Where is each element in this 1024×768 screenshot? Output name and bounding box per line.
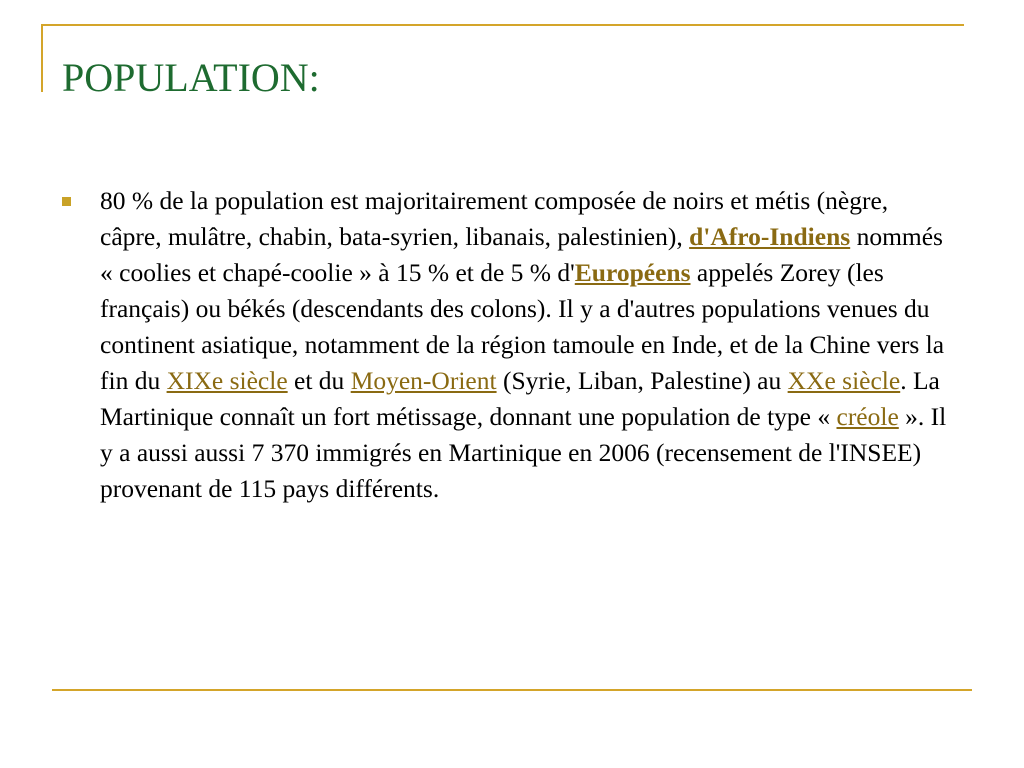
link-europeens[interactable]: Européens <box>574 258 691 287</box>
bullet-paragraph <box>100 183 952 507</box>
frame-left-rule <box>41 24 43 92</box>
paragraph-text: nommés « coolies et chapé-coolie » à 15 % et de 5 % d' <box>100 222 943 287</box>
paragraph-text: . La Martinique connaît un fort métissage, donnant une population de type « <box>100 366 940 431</box>
bullet-list <box>62 183 952 507</box>
link-afro-indiens[interactable]: d'Afro-Indiens <box>689 222 851 251</box>
link-xixe-siecle[interactable]: XIXe siècle <box>166 366 288 395</box>
paragraph-text: et du <box>287 366 351 395</box>
link-xxe-siecle[interactable]: XXe siècle <box>787 366 901 395</box>
paragraph-text: ». Il y a aussi aussi 7 370 immigrés en Martinique en 2006 (recensement de l'INSEE) provenant de 115 pays différents. <box>100 402 947 503</box>
paragraph-text: 80 % de la population est majoritairement composée de noirs et métis (nègre, câpre, mulâtre, chabin, bata-syrien, libanais, palestinien), <box>100 186 889 251</box>
slide-title: POPULATION: <box>62 55 320 100</box>
link-moyen-orient[interactable]: Moyen-Orient <box>350 366 497 395</box>
square-bullet-icon <box>62 197 71 206</box>
paragraph-text: (Syrie, Liban, Palestine) au <box>496 366 788 395</box>
frame-top-rule <box>41 24 964 26</box>
paragraph-text: appelés Zorey (les français) ou békés (descendants des colons). Il y a d'autres populations venues du continent asiatique, notamment de la région tamoule en Inde, et de la Chine vers la fin du <box>100 258 945 395</box>
footer-rule <box>52 689 972 691</box>
link-creole[interactable]: créole <box>836 402 899 431</box>
